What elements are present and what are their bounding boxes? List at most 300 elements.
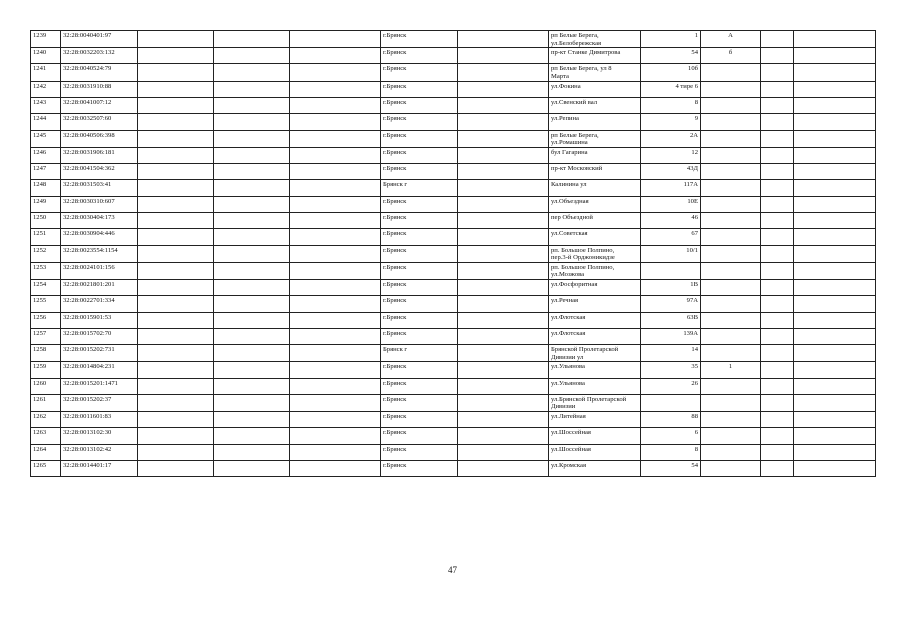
house-number-cell: 14 <box>641 345 701 362</box>
empty-cell <box>794 262 876 279</box>
empty-cell <box>290 147 381 163</box>
empty-cell <box>290 64 381 81</box>
empty-cell <box>138 114 214 130</box>
empty-cell <box>794 114 876 130</box>
building-suffix-cell <box>701 378 761 394</box>
house-number-cell: 54 <box>641 460 701 476</box>
street-cell: ул.Литейная <box>549 412 641 428</box>
empty-cell <box>214 412 290 428</box>
row-number-cell: 1243 <box>31 97 61 113</box>
empty-cell <box>761 412 794 428</box>
empty-cell <box>794 296 876 312</box>
empty-cell <box>761 48 794 64</box>
empty-cell <box>290 196 381 212</box>
empty-cell <box>290 279 381 295</box>
city-cell: г.Брянск <box>381 328 458 344</box>
city-cell: г.Брянск <box>381 130 458 147</box>
empty-cell <box>214 48 290 64</box>
empty-cell <box>761 81 794 97</box>
city-cell: г.Брянск <box>381 378 458 394</box>
empty-cell <box>138 328 214 344</box>
empty-cell <box>138 48 214 64</box>
empty-cell <box>290 394 381 411</box>
empty-cell <box>214 262 290 279</box>
house-number-cell: 8 <box>641 444 701 460</box>
empty-cell <box>458 460 549 476</box>
empty-cell <box>794 412 876 428</box>
table-row <box>31 279 876 295</box>
building-suffix-cell: б <box>701 48 761 64</box>
empty-cell <box>761 444 794 460</box>
empty-cell <box>138 262 214 279</box>
empty-cell <box>458 245 549 262</box>
empty-cell <box>761 130 794 147</box>
street-cell: ул.Ульянова <box>549 362 641 378</box>
cadastral-number-cell: 32:28:0030904:446 <box>61 229 138 245</box>
street-cell: ул.Фосфоритная <box>549 279 641 295</box>
empty-cell <box>458 196 549 212</box>
table-row <box>31 31 876 48</box>
city-cell: г.Брянск <box>381 147 458 163</box>
house-number-cell: 35 <box>641 362 701 378</box>
city-cell: г.Брянск <box>381 460 458 476</box>
city-cell: г.Брянск <box>381 164 458 180</box>
empty-cell <box>138 147 214 163</box>
empty-cell <box>761 245 794 262</box>
building-suffix-cell <box>701 245 761 262</box>
empty-cell <box>458 362 549 378</box>
empty-cell <box>458 328 549 344</box>
city-cell: г.Брянск <box>381 48 458 64</box>
table-row <box>31 412 876 428</box>
row-number-cell: 1252 <box>31 245 61 262</box>
street-cell: рп Белые Берега, ул.Ромашина <box>549 130 641 147</box>
street-cell: рп Белые Берега, ул 8 Марта <box>549 64 641 81</box>
empty-cell <box>794 48 876 64</box>
row-number-cell: 1240 <box>31 48 61 64</box>
empty-cell <box>138 296 214 312</box>
empty-cell <box>138 460 214 476</box>
empty-cell <box>761 114 794 130</box>
cadastral-number-cell: 32:28:0024101:156 <box>61 262 138 279</box>
empty-cell <box>761 229 794 245</box>
row-number-cell: 1241 <box>31 64 61 81</box>
house-number-cell: 2А <box>641 130 701 147</box>
city-cell: г.Брянск <box>381 212 458 228</box>
empty-cell <box>761 428 794 444</box>
empty-cell <box>794 196 876 212</box>
empty-cell <box>458 147 549 163</box>
empty-cell <box>138 394 214 411</box>
empty-cell <box>794 97 876 113</box>
empty-cell <box>458 212 549 228</box>
house-number-cell <box>641 262 701 279</box>
building-suffix-cell <box>701 114 761 130</box>
empty-cell <box>761 31 794 48</box>
empty-cell <box>290 130 381 147</box>
table-row <box>31 64 876 81</box>
empty-cell <box>458 180 549 196</box>
empty-cell <box>761 460 794 476</box>
house-number-cell: 63В <box>641 312 701 328</box>
table-row <box>31 312 876 328</box>
street-cell: ул.Шоссейная <box>549 428 641 444</box>
empty-cell <box>290 312 381 328</box>
cadastral-number-cell: 32:28:0030404:173 <box>61 212 138 228</box>
table-row <box>31 262 876 279</box>
empty-cell <box>458 345 549 362</box>
city-cell: г.Брянск <box>381 114 458 130</box>
street-cell: Калинина ул <box>549 180 641 196</box>
street-cell: ул.Кромская <box>549 460 641 476</box>
street-cell: ул.Флотская <box>549 312 641 328</box>
table-row <box>31 114 876 130</box>
empty-cell <box>761 394 794 411</box>
city-cell: г.Брянск <box>381 81 458 97</box>
street-cell: ул.Свенский вал <box>549 97 641 113</box>
city-cell: г.Брянск <box>381 31 458 48</box>
table-row <box>31 378 876 394</box>
street-cell: ул.Объездная <box>549 196 641 212</box>
building-suffix-cell <box>701 64 761 81</box>
house-number-cell <box>641 394 701 411</box>
table-row <box>31 328 876 344</box>
empty-cell <box>138 81 214 97</box>
empty-cell <box>761 345 794 362</box>
house-number-cell: 88 <box>641 412 701 428</box>
cadastral-number-cell: 32:28:0015202:37 <box>61 394 138 411</box>
table-row <box>31 428 876 444</box>
empty-cell <box>794 245 876 262</box>
cadastral-number-cell: 32:28:0031503:41 <box>61 180 138 196</box>
cadastral-number-cell: 32:28:0030310:607 <box>61 196 138 212</box>
cadastral-number-cell: 32:28:0015202:731 <box>61 345 138 362</box>
empty-cell <box>761 312 794 328</box>
table-row <box>31 97 876 113</box>
cadastral-number-cell: 32:28:0032203:132 <box>61 48 138 64</box>
cadastral-number-cell: 32:28:0023554:1154 <box>61 245 138 262</box>
city-cell: г.Брянск <box>381 245 458 262</box>
row-number-cell: 1263 <box>31 428 61 444</box>
cadastral-number-cell: 32:28:0041504:362 <box>61 164 138 180</box>
empty-cell <box>138 130 214 147</box>
empty-cell <box>794 460 876 476</box>
street-cell: ул.Флотская <box>549 328 641 344</box>
table-row <box>31 212 876 228</box>
cadastral-number-cell: 32:28:0041007:12 <box>61 97 138 113</box>
cadastral-number-cell: 32:28:0014401:17 <box>61 460 138 476</box>
cadastral-number-cell: 32:28:0040506:398 <box>61 130 138 147</box>
city-cell: г.Брянск <box>381 362 458 378</box>
empty-cell <box>138 31 214 48</box>
table-row <box>31 345 876 362</box>
empty-cell <box>458 394 549 411</box>
empty-cell <box>214 394 290 411</box>
empty-cell <box>214 428 290 444</box>
city-cell: г.Брянск <box>381 394 458 411</box>
street-cell: ул.Ульянова <box>549 378 641 394</box>
row-number-cell: 1247 <box>31 164 61 180</box>
empty-cell <box>290 460 381 476</box>
cadastral-number-cell: 32:28:0031906:181 <box>61 147 138 163</box>
row-number-cell: 1259 <box>31 362 61 378</box>
building-suffix-cell: 1 <box>701 362 761 378</box>
empty-cell <box>214 245 290 262</box>
house-number-cell: 10б <box>641 64 701 81</box>
street-cell: пр-кт Станке Димитрова <box>549 48 641 64</box>
house-number-cell: 6 <box>641 428 701 444</box>
empty-cell <box>761 147 794 163</box>
row-number-cell: 1257 <box>31 328 61 344</box>
empty-cell <box>794 378 876 394</box>
empty-cell <box>214 114 290 130</box>
house-number-cell: 26 <box>641 378 701 394</box>
empty-cell <box>794 428 876 444</box>
empty-cell <box>290 114 381 130</box>
house-number-cell: 9 <box>641 114 701 130</box>
house-number-cell: 1 <box>641 31 701 48</box>
empty-cell <box>290 328 381 344</box>
empty-cell <box>214 31 290 48</box>
empty-cell <box>214 64 290 81</box>
empty-cell <box>214 296 290 312</box>
row-number-cell: 1253 <box>31 262 61 279</box>
house-number-cell: 139А <box>641 328 701 344</box>
street-cell: Брянской Пролетарской Дивизии ул <box>549 345 641 362</box>
empty-cell <box>290 245 381 262</box>
empty-cell <box>138 279 214 295</box>
street-cell: ул.Репина <box>549 114 641 130</box>
table-row <box>31 229 876 245</box>
row-number-cell: 1256 <box>31 312 61 328</box>
row-number-cell: 1246 <box>31 147 61 163</box>
empty-cell <box>214 378 290 394</box>
row-number-cell: 1250 <box>31 212 61 228</box>
street-cell: рп. Большое Полпино, пер.3-й Орджоникидзе <box>549 245 641 262</box>
empty-cell <box>761 164 794 180</box>
empty-cell <box>290 378 381 394</box>
row-number-cell: 1245 <box>31 130 61 147</box>
building-suffix-cell <box>701 97 761 113</box>
empty-cell <box>458 378 549 394</box>
empty-cell <box>458 97 549 113</box>
empty-cell <box>290 31 381 48</box>
empty-cell <box>214 97 290 113</box>
empty-cell <box>458 428 549 444</box>
empty-cell <box>794 444 876 460</box>
city-cell: Брянск г <box>381 180 458 196</box>
street-cell: ул.Речная <box>549 296 641 312</box>
empty-cell <box>761 180 794 196</box>
table-row <box>31 48 876 64</box>
empty-cell <box>290 180 381 196</box>
empty-cell <box>761 279 794 295</box>
empty-cell <box>458 444 549 460</box>
empty-cell <box>794 31 876 48</box>
cadastral-number-cell: 32:28:0015201:1471 <box>61 378 138 394</box>
empty-cell <box>290 212 381 228</box>
row-number-cell: 1239 <box>31 31 61 48</box>
row-number-cell: 1248 <box>31 180 61 196</box>
row-number-cell: 1254 <box>31 279 61 295</box>
building-suffix-cell <box>701 412 761 428</box>
table-row <box>31 130 876 147</box>
empty-cell <box>794 229 876 245</box>
cadastral-number-cell: 32:28:0013102:30 <box>61 428 138 444</box>
street-cell: рп. Большое Полпино, ул.Мозжова <box>549 262 641 279</box>
building-suffix-cell <box>701 296 761 312</box>
cadastral-number-cell: 32:28:0015901:53 <box>61 312 138 328</box>
empty-cell <box>214 362 290 378</box>
empty-cell <box>214 229 290 245</box>
building-suffix-cell <box>701 164 761 180</box>
empty-cell <box>214 444 290 460</box>
building-suffix-cell <box>701 279 761 295</box>
empty-cell <box>458 164 549 180</box>
empty-cell <box>214 164 290 180</box>
building-suffix-cell <box>701 180 761 196</box>
cadastral-number-cell: 32:28:0022701:334 <box>61 296 138 312</box>
row-number-cell: 1258 <box>31 345 61 362</box>
empty-cell <box>794 130 876 147</box>
empty-cell <box>761 378 794 394</box>
house-number-cell: 10Е <box>641 196 701 212</box>
house-number-cell: 12 <box>641 147 701 163</box>
row-number-cell: 1242 <box>31 81 61 97</box>
row-number-cell: 1251 <box>31 229 61 245</box>
cadastral-number-cell: 32:28:0021801:201 <box>61 279 138 295</box>
empty-cell <box>138 229 214 245</box>
empty-cell <box>794 394 876 411</box>
building-suffix-cell <box>701 428 761 444</box>
building-suffix-cell <box>701 147 761 163</box>
city-cell: г.Брянск <box>381 428 458 444</box>
empty-cell <box>138 164 214 180</box>
empty-cell <box>761 296 794 312</box>
cadastral-number-cell: 32:28:0014804:231 <box>61 362 138 378</box>
table-row <box>31 460 876 476</box>
empty-cell <box>458 130 549 147</box>
empty-cell <box>794 345 876 362</box>
building-suffix-cell <box>701 444 761 460</box>
building-suffix-cell <box>701 229 761 245</box>
street-cell: бул Гагарина <box>549 147 641 163</box>
house-number-cell: 1В <box>641 279 701 295</box>
cadastral-number-cell: 32:28:0031910:88 <box>61 81 138 97</box>
empty-cell <box>138 196 214 212</box>
empty-cell <box>290 296 381 312</box>
empty-cell <box>458 64 549 81</box>
empty-cell <box>290 262 381 279</box>
row-number-cell: 1255 <box>31 296 61 312</box>
street-cell: ул.Фокина <box>549 81 641 97</box>
building-suffix-cell <box>701 81 761 97</box>
cadastral-number-cell: 32:28:0032507:60 <box>61 114 138 130</box>
city-cell: г.Брянск <box>381 312 458 328</box>
house-number-cell: 97А <box>641 296 701 312</box>
empty-cell <box>290 229 381 245</box>
cadastral-number-cell: 32:28:0040524:79 <box>61 64 138 81</box>
empty-cell <box>761 328 794 344</box>
empty-cell <box>214 147 290 163</box>
row-number-cell: 1244 <box>31 114 61 130</box>
house-number-cell: 43Д <box>641 164 701 180</box>
street-cell: рп Белые Берега, ул.Белобережская <box>549 31 641 48</box>
empty-cell <box>290 345 381 362</box>
empty-cell <box>290 428 381 444</box>
row-number-cell: 1264 <box>31 444 61 460</box>
house-number-cell: 10/1 <box>641 245 701 262</box>
registry-table <box>30 30 876 477</box>
empty-cell <box>761 262 794 279</box>
empty-cell <box>794 328 876 344</box>
street-cell: ул.Советская <box>549 229 641 245</box>
building-suffix-cell <box>701 262 761 279</box>
building-suffix-cell <box>701 345 761 362</box>
street-cell: ул.Шоссейная <box>549 444 641 460</box>
table-row <box>31 180 876 196</box>
empty-cell <box>458 114 549 130</box>
city-cell: г.Брянск <box>381 262 458 279</box>
empty-cell <box>138 64 214 81</box>
empty-cell <box>138 97 214 113</box>
empty-cell <box>761 97 794 113</box>
house-number-cell: 4 тире 6 <box>641 81 701 97</box>
empty-cell <box>458 229 549 245</box>
city-cell: г.Брянск <box>381 279 458 295</box>
empty-cell <box>794 279 876 295</box>
empty-cell <box>138 428 214 444</box>
empty-cell <box>290 97 381 113</box>
empty-cell <box>458 81 549 97</box>
empty-cell <box>458 312 549 328</box>
empty-cell <box>138 312 214 328</box>
empty-cell <box>214 180 290 196</box>
table-row <box>31 81 876 97</box>
row-number-cell: 1262 <box>31 412 61 428</box>
empty-cell <box>214 328 290 344</box>
row-number-cell: 1261 <box>31 394 61 411</box>
table-row <box>31 394 876 411</box>
empty-cell <box>458 279 549 295</box>
empty-cell <box>458 31 549 48</box>
city-cell: г.Брянск <box>381 296 458 312</box>
empty-cell <box>290 444 381 460</box>
building-suffix-cell <box>701 312 761 328</box>
building-suffix-cell <box>701 394 761 411</box>
empty-cell <box>794 180 876 196</box>
cadastral-number-cell: 32:28:0011601:83 <box>61 412 138 428</box>
city-cell: г.Брянск <box>381 412 458 428</box>
table-row <box>31 164 876 180</box>
empty-cell <box>458 412 549 428</box>
empty-cell <box>761 64 794 81</box>
table-row <box>31 147 876 163</box>
empty-cell <box>138 444 214 460</box>
empty-cell <box>214 460 290 476</box>
table-row <box>31 362 876 378</box>
city-cell: Брянск г <box>381 345 458 362</box>
street-cell: пр-кт Московский <box>549 164 641 180</box>
city-cell: г.Брянск <box>381 64 458 81</box>
street-cell: ул.Брянской Пролетарской Дивизии <box>549 394 641 411</box>
empty-cell <box>794 147 876 163</box>
building-suffix-cell <box>701 130 761 147</box>
house-number-cell: 117А <box>641 180 701 196</box>
empty-cell <box>761 362 794 378</box>
empty-cell <box>214 130 290 147</box>
empty-cell <box>290 412 381 428</box>
